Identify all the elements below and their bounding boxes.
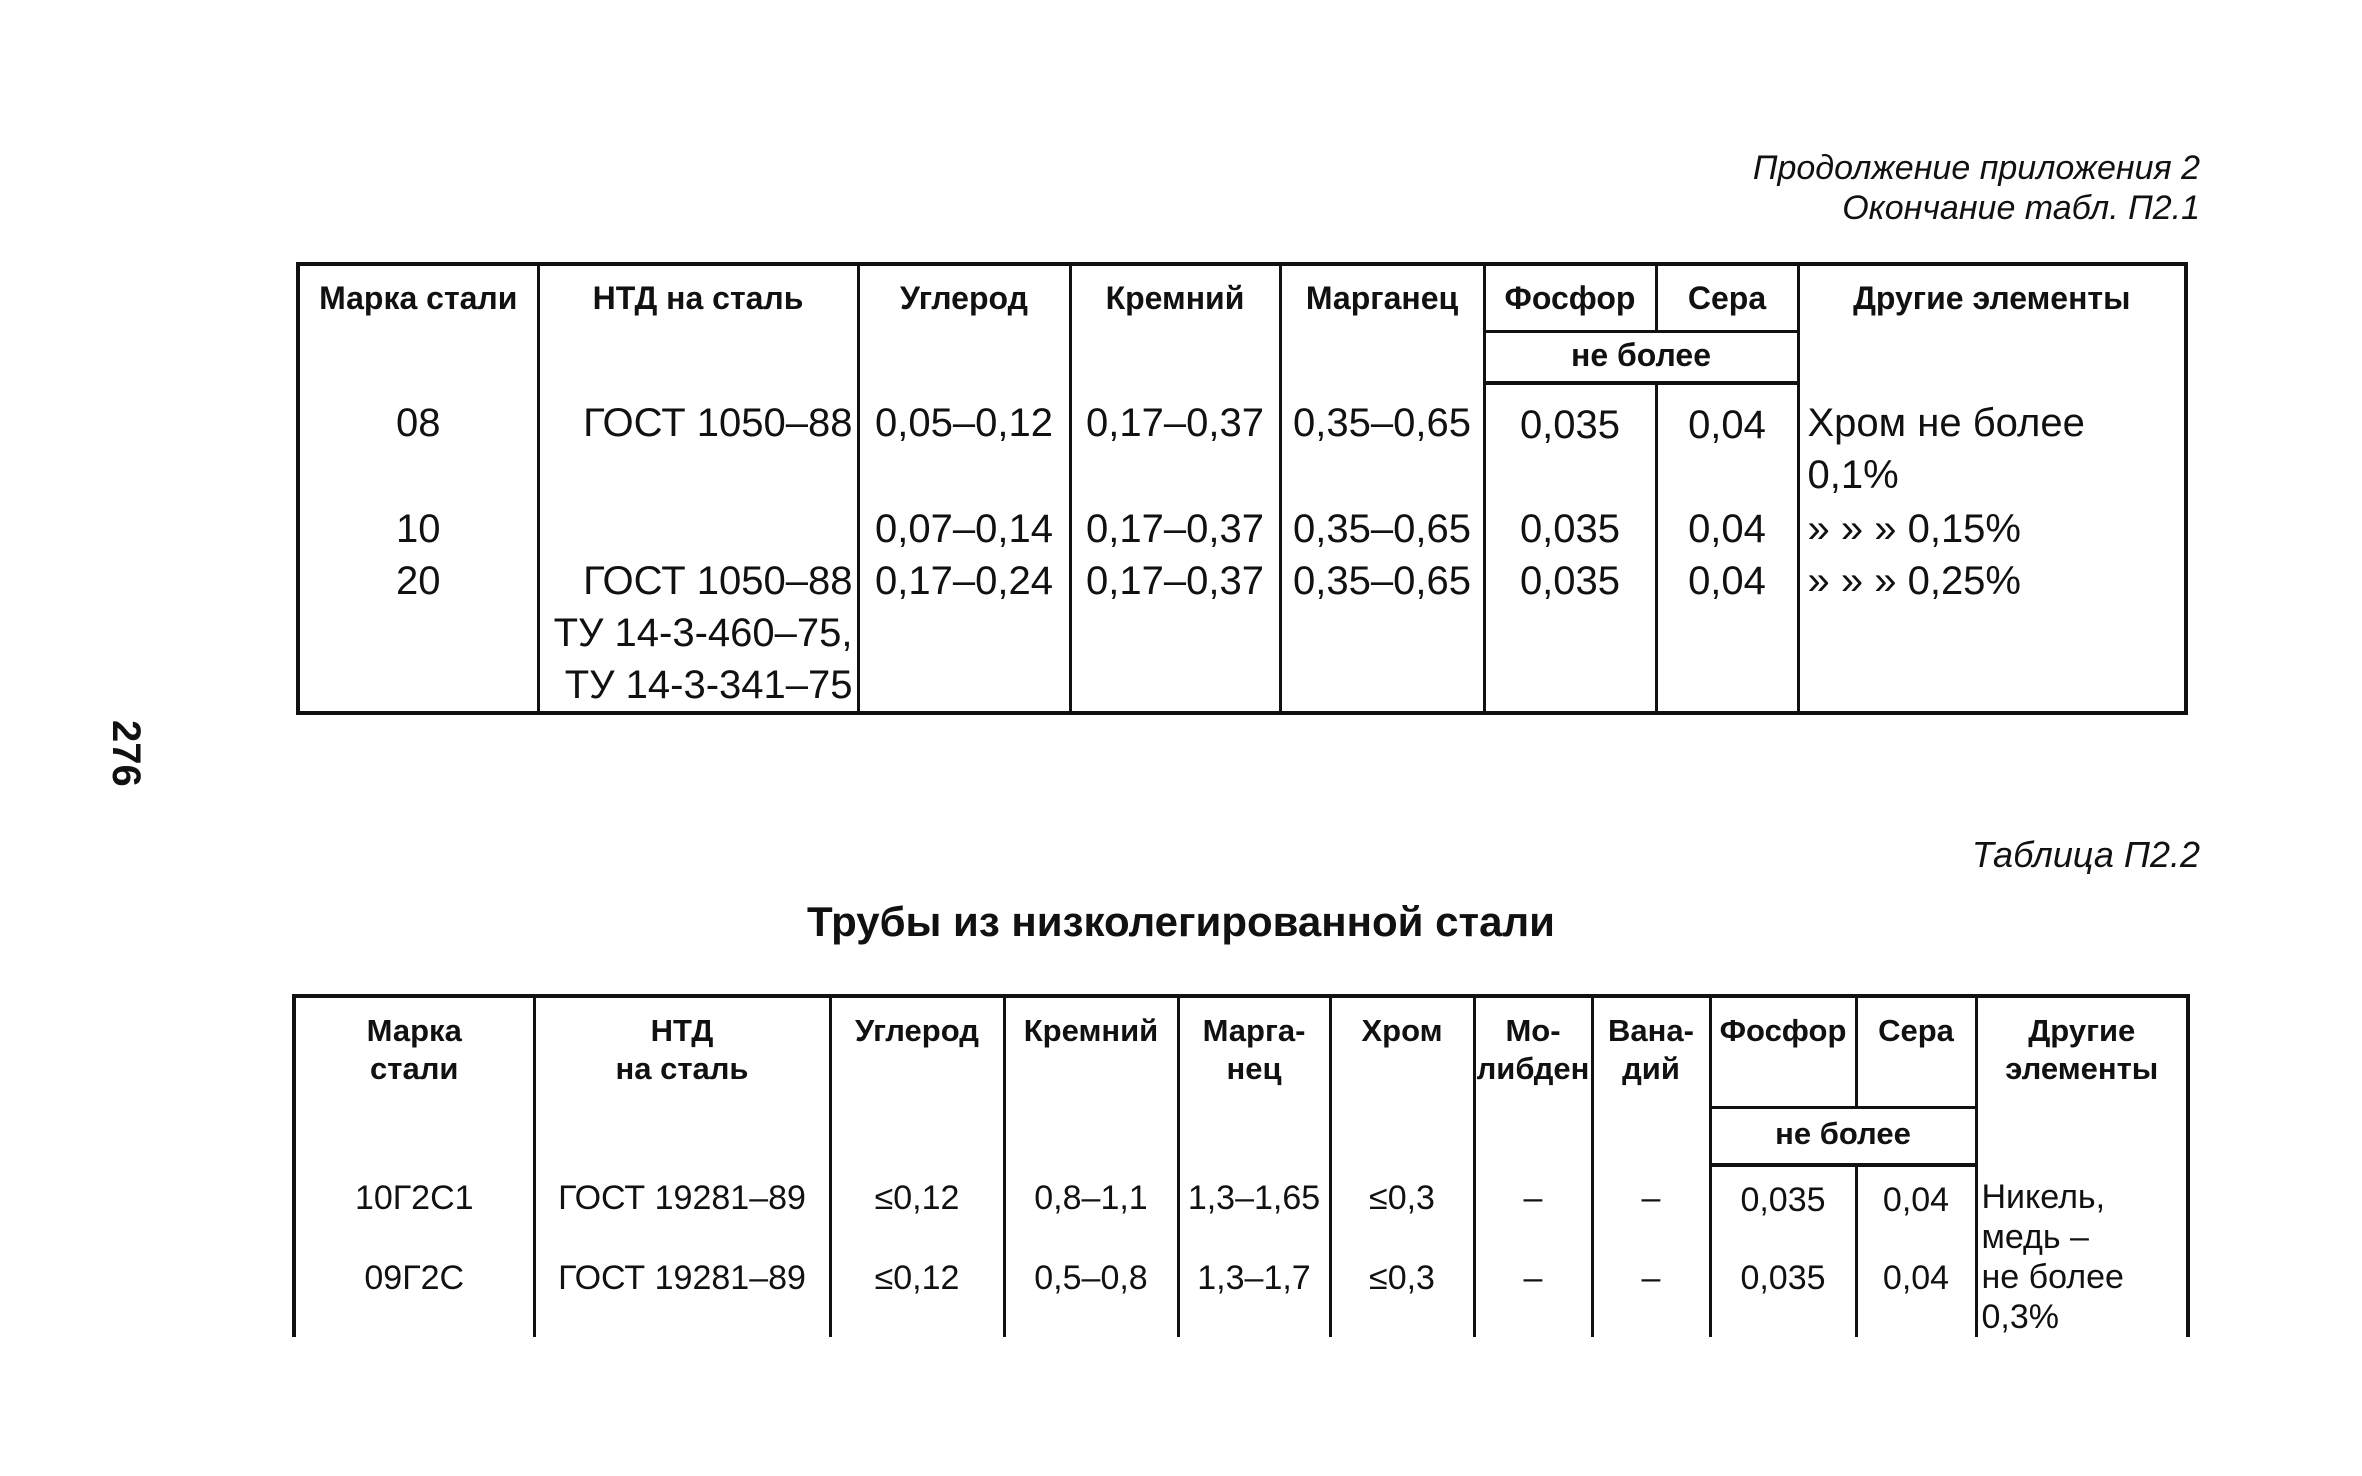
cell-silicon: 0,5–0,8 bbox=[1004, 1257, 1178, 1337]
cell-silicon: 0,17–0,37 bbox=[1070, 503, 1280, 555]
cell-grade: 20 bbox=[298, 555, 538, 607]
table-title: Трубы из низколегированной стали bbox=[807, 898, 1555, 945]
cell-ntd: ГОСТ 19281–89 bbox=[534, 1257, 830, 1337]
cell-ntd: ТУ 14-3-460–75, bbox=[538, 607, 858, 659]
cell-chromium: ≤0,3 bbox=[1330, 1165, 1474, 1257]
cell-sulfur: 0,04 bbox=[1656, 555, 1798, 607]
cell-silicon bbox=[1070, 659, 1280, 713]
cell-other: не более 0,3% bbox=[1976, 1257, 2188, 1337]
table-row bbox=[298, 659, 2186, 713]
table-caption: Таблица П2.2 bbox=[1971, 834, 2200, 875]
cell-manganese: 0,35–0,65 bbox=[1280, 555, 1484, 607]
col-header-grade: Марка стали bbox=[298, 264, 538, 383]
cell-manganese bbox=[1280, 607, 1484, 659]
subheader-max: не более bbox=[1484, 332, 1798, 384]
col-header-ntd: НТД на сталь bbox=[538, 264, 858, 383]
col-header-silicon: Кремний bbox=[1004, 996, 1178, 1165]
cell-manganese: 1,3–1,7 bbox=[1178, 1257, 1330, 1337]
cell-carbon: ≤0,12 bbox=[830, 1165, 1004, 1257]
cell-phosphorus: 0,035 bbox=[1484, 503, 1656, 555]
cell-other: » » » 0,15% bbox=[1798, 503, 2186, 555]
col-header-sulfur: Сера bbox=[1656, 264, 1798, 332]
cell-ntd: ГОСТ 1050–88 bbox=[538, 383, 858, 503]
cell-other: Никель, медь – bbox=[1976, 1165, 2188, 1257]
cell-carbon: 0,05–0,12 bbox=[858, 383, 1070, 503]
cell-silicon: 0,17–0,37 bbox=[1070, 555, 1280, 607]
col-header-carbon: Углерод bbox=[830, 996, 1004, 1165]
cell-carbon: 0,17–0,24 bbox=[858, 555, 1070, 607]
cell-carbon: 0,07–0,14 bbox=[858, 503, 1070, 555]
cell-other bbox=[1798, 607, 2186, 659]
table-row bbox=[298, 607, 2186, 659]
col-header-phosphorus: Фосфор bbox=[1710, 996, 1856, 1108]
cell-sulfur bbox=[1656, 607, 1798, 659]
cell-molybdenum: – bbox=[1474, 1165, 1592, 1257]
cell-phosphorus: 0,035 bbox=[1484, 555, 1656, 607]
cell-other: » » » 0,25% bbox=[1798, 555, 2186, 607]
cell-sulfur: 0,04 bbox=[1656, 383, 1798, 503]
col-header-ntd: НТД на сталь bbox=[534, 996, 830, 1165]
table-row bbox=[298, 383, 2186, 503]
cell-sulfur: 0,04 bbox=[1656, 503, 1798, 555]
continuation-header: Продолжение приложения 2 bbox=[1752, 149, 2200, 187]
cell-ntd bbox=[538, 503, 858, 555]
cell-phosphorus bbox=[1484, 607, 1656, 659]
cell-silicon bbox=[1070, 607, 1280, 659]
cell-sulfur: 0,04 bbox=[1856, 1257, 1976, 1337]
cell-grade bbox=[298, 659, 538, 713]
cell-silicon: 0,17–0,37 bbox=[1070, 383, 1280, 503]
table-row bbox=[298, 503, 2186, 555]
table-row bbox=[294, 1165, 2188, 1257]
cell-molybdenum: – bbox=[1474, 1257, 1592, 1337]
table-row bbox=[298, 555, 2186, 607]
cell-grade: 10Г2С1 bbox=[294, 1165, 534, 1257]
subheader-max: не более bbox=[1710, 1108, 1976, 1166]
cell-grade bbox=[298, 607, 538, 659]
cell-sulfur: 0,04 bbox=[1856, 1165, 1976, 1257]
cell-carbon bbox=[858, 659, 1070, 713]
cell-carbon: ≤0,12 bbox=[830, 1257, 1004, 1337]
col-header-vanadium: Вана- дий bbox=[1592, 996, 1710, 1165]
col-header-silicon: Кремний bbox=[1070, 264, 1280, 383]
cell-manganese: 0,35–0,65 bbox=[1280, 383, 1484, 503]
col-header-grade: Марка стали bbox=[294, 996, 534, 1165]
cell-phosphorus: 0,035 bbox=[1710, 1257, 1856, 1337]
col-header-carbon: Углерод bbox=[858, 264, 1070, 383]
cell-phosphorus: 0,035 bbox=[1710, 1165, 1856, 1257]
table-row bbox=[294, 1257, 2188, 1337]
steel-composition-table-1 bbox=[296, 262, 2188, 715]
cell-manganese: 0,35–0,65 bbox=[1280, 503, 1484, 555]
col-header-chromium: Хром bbox=[1330, 996, 1474, 1165]
cell-grade: 08 bbox=[298, 383, 538, 503]
cell-manganese bbox=[1280, 659, 1484, 713]
col-header-manganese: Марганец bbox=[1280, 264, 1484, 383]
cell-grade: 09Г2С bbox=[294, 1257, 534, 1337]
cell-phosphorus: 0,035 bbox=[1484, 383, 1656, 503]
cell-other bbox=[1798, 659, 2186, 713]
cell-ntd: ГОСТ 1050–88 bbox=[538, 555, 858, 607]
page-number: 276 bbox=[104, 720, 148, 787]
cell-sulfur bbox=[1656, 659, 1798, 713]
cell-silicon: 0,8–1,1 bbox=[1004, 1165, 1178, 1257]
col-header-other: Другие элементы bbox=[1798, 264, 2186, 383]
steel-composition-table-2 bbox=[292, 994, 2190, 1337]
cell-ntd: ТУ 14-3-341–75 bbox=[538, 659, 858, 713]
cell-vanadium: – bbox=[1592, 1165, 1710, 1257]
col-header-phosphorus: Фосфор bbox=[1484, 264, 1656, 332]
cell-phosphorus bbox=[1484, 659, 1656, 713]
col-header-sulfur: Сера bbox=[1856, 996, 1976, 1108]
cell-manganese: 1,3–1,65 bbox=[1178, 1165, 1330, 1257]
table-end-header: Окончание табл. П2.1 bbox=[1842, 189, 2200, 227]
cell-other: Хром не более 0,1% bbox=[1798, 383, 2186, 503]
col-header-manganese: Марга- нец bbox=[1178, 996, 1330, 1165]
cell-carbon bbox=[858, 607, 1070, 659]
col-header-molybdenum: Мо- либден bbox=[1474, 996, 1592, 1165]
cell-vanadium: – bbox=[1592, 1257, 1710, 1337]
col-header-other: Другие элементы bbox=[1976, 996, 2188, 1165]
cell-grade: 10 bbox=[298, 503, 538, 555]
cell-ntd: ГОСТ 19281–89 bbox=[534, 1165, 830, 1257]
cell-chromium: ≤0,3 bbox=[1330, 1257, 1474, 1337]
